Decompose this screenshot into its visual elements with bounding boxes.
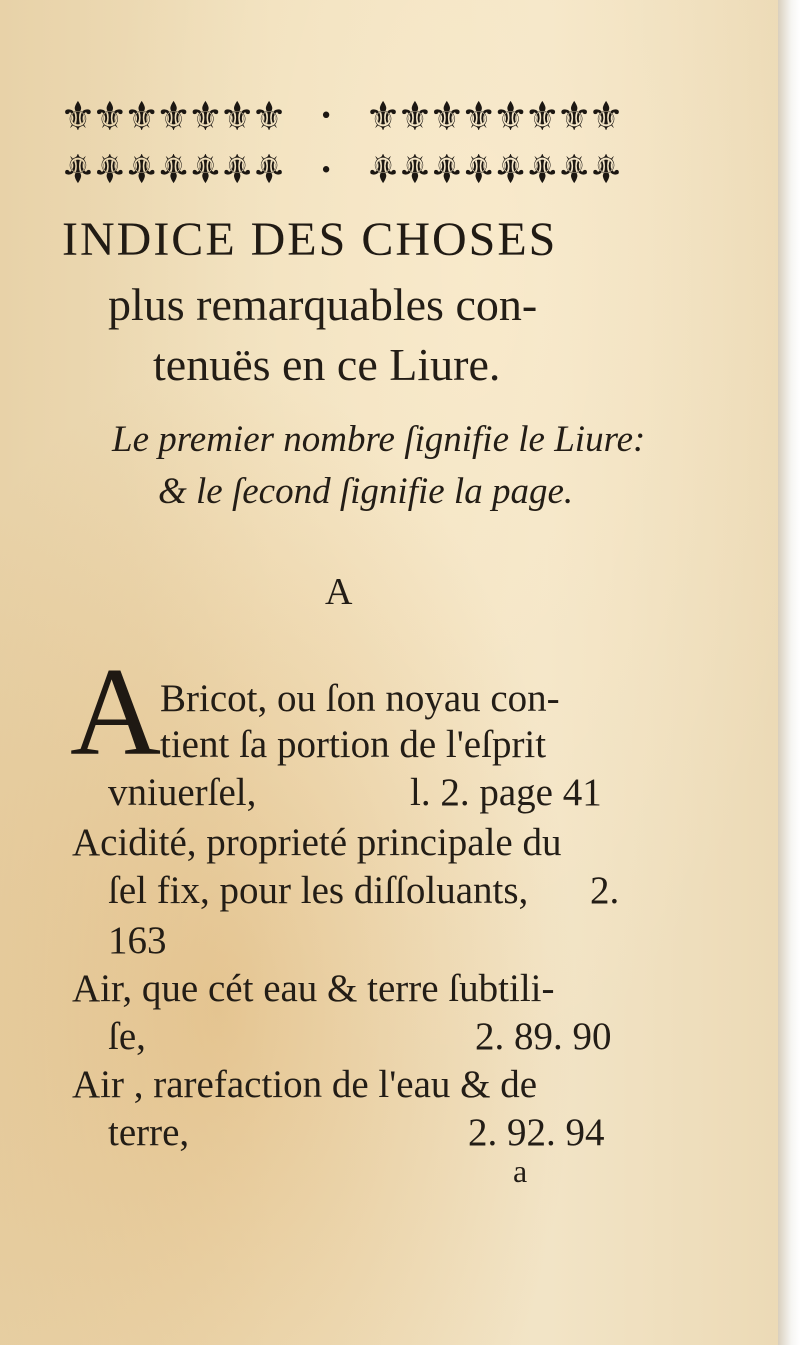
entry-text-line: tient ſa portion de l'eſprit	[160, 723, 547, 766]
entry-text-line: vniuerſel,	[108, 771, 257, 814]
entry-text-line: ſel fix, pour les diſſoluants,	[108, 869, 529, 912]
fleur-de-lis-icon-group-left-inverted: ⚜⚜⚜⚜⚜⚜⚜	[60, 144, 284, 190]
section-heading-letter: A	[325, 571, 353, 613]
page-title: INDICE DES CHOSES	[62, 213, 558, 266]
reading-note-line-2: & le ſecond ſignifie la page.	[158, 471, 574, 512]
entry-text-line: terre,	[108, 1111, 190, 1154]
entry-text-line: Air , rarefaction de l'eau & de	[72, 1063, 538, 1106]
fleuron-ornament-band	[60, 92, 620, 196]
ornament-separator-dot-inverted: •	[319, 155, 329, 180]
entry-text-line: Acidité, proprieté principale du	[72, 821, 562, 864]
reading-note-line-1: Le premier nombre ſignifie le Liure:	[112, 419, 646, 460]
entry-text-line: Air, que cét eau & terre ſubtili-	[72, 967, 555, 1010]
subtitle-line-1: plus remarquables con-	[108, 279, 538, 330]
entry-text-line: ſe,	[108, 1015, 146, 1058]
fleur-de-lis-icon-group-right: ⚜⚜⚜⚜⚜⚜⚜⚜	[365, 94, 620, 140]
fleuron-row-bottom	[60, 142, 620, 192]
fleur-de-lis-icon-group-left: ⚜⚜⚜⚜⚜⚜⚜	[60, 94, 284, 140]
entry-page-reference: 2. 89. 90	[475, 1015, 612, 1058]
fleuron-row-top	[60, 92, 620, 142]
adjacent-page-edge	[778, 0, 800, 1345]
entry-text-line: 163	[108, 919, 167, 962]
fleur-de-lis-icon-group-right-inverted: ⚜⚜⚜⚜⚜⚜⚜⚜	[365, 144, 620, 190]
entry-page-reference: 2. 92. 94	[468, 1111, 605, 1154]
subtitle-line-2: tenuës en ce Liure.	[153, 339, 501, 390]
drop-cap-initial: A	[70, 643, 161, 782]
entry-text-line: Bricot, ou ſon noyau con-	[160, 677, 560, 720]
entry-page-reference: l. 2. page 41	[410, 771, 602, 814]
ornament-separator-dot: •	[319, 104, 329, 129]
entry-page-reference: 2.	[590, 869, 620, 912]
catchword: a	[513, 1153, 528, 1189]
